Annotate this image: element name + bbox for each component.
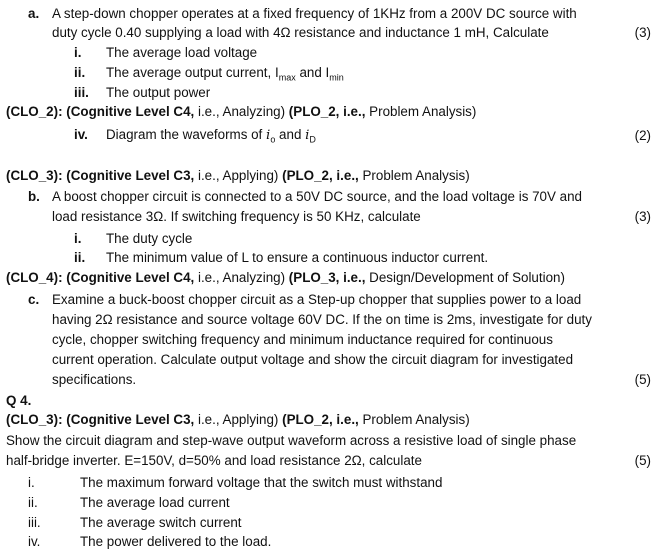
q4-line-1: Show the circuit diagram and step-wave output waveform across a resistive load of single phase [6,433,577,448]
plo-desc: Problem Analysis) [358,168,470,183]
q4-marks: (5) [634,453,651,468]
q4-item-iii [28,514,242,531]
plo-label: (PLO_2, i.e., [282,412,359,427]
clo-label: (CLO_2): [6,104,63,119]
part-b-marks: (3) [634,209,651,224]
item-number: ii. [28,495,38,510]
item-number: iii. [28,515,41,530]
item-text: The average load current [80,495,230,510]
part-c-line-1 [28,291,581,308]
part-c-text-1: Examine a buck-boost chopper circuit as a Step-up chopper that supplies power to a load [52,292,582,307]
part-c-line-4: current operation. Calculate output voltage and show the circuit diagram for investigated [52,352,574,367]
part-b-item-ii [74,249,488,266]
q4-heading: Q 4. [6,393,32,408]
part-b-marker: b. [28,189,40,204]
clo-3-line [6,167,470,184]
clo-2-line [6,103,476,120]
q4-line-2: half-bridge inverter. E=150V, d=50% and load resistance 2Ω, calculate [6,453,422,468]
clo-4-line [6,269,565,286]
part-b-item-i [74,230,192,247]
part-a-item-iv [74,126,316,144]
part-b-line-1 [28,188,582,205]
plo-label: (PLO_2, i.e., [288,104,366,119]
cognitive-level: (Cognitive Level C3, [66,412,195,427]
part-a-marks: (3) [634,25,651,40]
plo-desc: Problem Analysis) [365,104,477,119]
and-text: and [275,127,306,142]
part-c-marks: (5) [634,372,651,387]
subscript-max: max [278,72,296,83]
part-a-marker: a. [28,6,40,21]
item-text: The average load voltage [106,45,258,60]
part-a-text-1: A step-down chopper operates at a fixed frequency of 1KHz from a 200V DC source with [52,6,577,21]
part-c-line-3: cycle, chopper switching frequency and minimum inductance required for continuous [52,332,553,347]
item-text: The maximum forward voltage that the switch must withstand [80,475,443,490]
part-a-iv-marks: (2) [634,128,651,143]
var-i: i [305,128,310,143]
cognitive-desc: i.e., Analyzing) [194,270,289,285]
part-a-item-iii [74,84,210,101]
q4-item-iv [28,533,271,550]
plo-label: (PLO_3, i.e., [288,270,366,285]
item-number: i. [28,475,35,490]
item-number: iii. [74,85,89,100]
item-number: ii. [74,250,86,265]
item-text: The minimum value of L to ensure a continuous inductor current. [106,250,489,265]
part-b-text-1: A boost chopper circuit is connected to a 50V DC source, and the load voltage is 70V and [52,189,583,204]
var-i: i [266,128,271,143]
item-number: iv. [74,127,88,142]
cognitive-level: (Cognitive Level C4, [66,270,195,285]
item-text: The average switch current [80,515,242,530]
subscript-min: min [329,72,344,83]
item-number: i. [74,231,82,246]
cognitive-level: (Cognitive Level C3, [66,168,195,183]
clo-label: (CLO_3): [6,412,63,427]
cognitive-desc: i.e., Applying) [194,168,283,183]
part-a-line-1 [28,5,577,22]
item-text: The output power [106,85,211,100]
part-a-item-ii [74,64,344,81]
item-number: i. [74,45,82,60]
item-number: iv. [28,534,41,549]
clo-3-q4-line [6,411,470,428]
clo-label: (CLO_3): [6,168,63,183]
cognitive-desc: i.e., Applying) [194,412,283,427]
clo-label: (CLO_4): [6,270,63,285]
plo-desc: Problem Analysis) [358,412,470,427]
plo-label: (PLO_2, i.e., [282,168,359,183]
q4-item-i [28,474,442,491]
q4-item-ii [28,494,230,511]
part-c-line-2: having 2Ω resistance and source voltage 60V DC. If the on time is 2ms, investigate for duty [52,312,592,327]
item-text: Diagram the waveforms of [106,127,267,142]
item-text: The average output current, I [106,65,279,80]
item-number: ii. [74,65,86,80]
cognitive-desc: i.e., Analyzing) [194,104,289,119]
part-a-line-2: duty cycle 0.40 supplying a load with 4Ω resistance and inductance 1 mH, Calculate [52,25,549,40]
part-c-line-5: specifications. [52,372,137,387]
item-text: The power delivered to the load. [80,534,272,549]
item-text-and: and I [295,65,330,80]
part-a-item-i [74,44,257,61]
part-c-marker: c. [28,292,40,307]
subscript-d: D [309,134,316,145]
part-b-line-2: load resistance 3Ω. If switching frequency is 50 KHz, calculate [52,209,421,224]
subscript-o: o [270,134,276,145]
cognitive-level: (Cognitive Level C4, [66,104,195,119]
plo-desc: Design/Development of Solution) [365,270,565,285]
item-text: The duty cycle [106,231,193,246]
